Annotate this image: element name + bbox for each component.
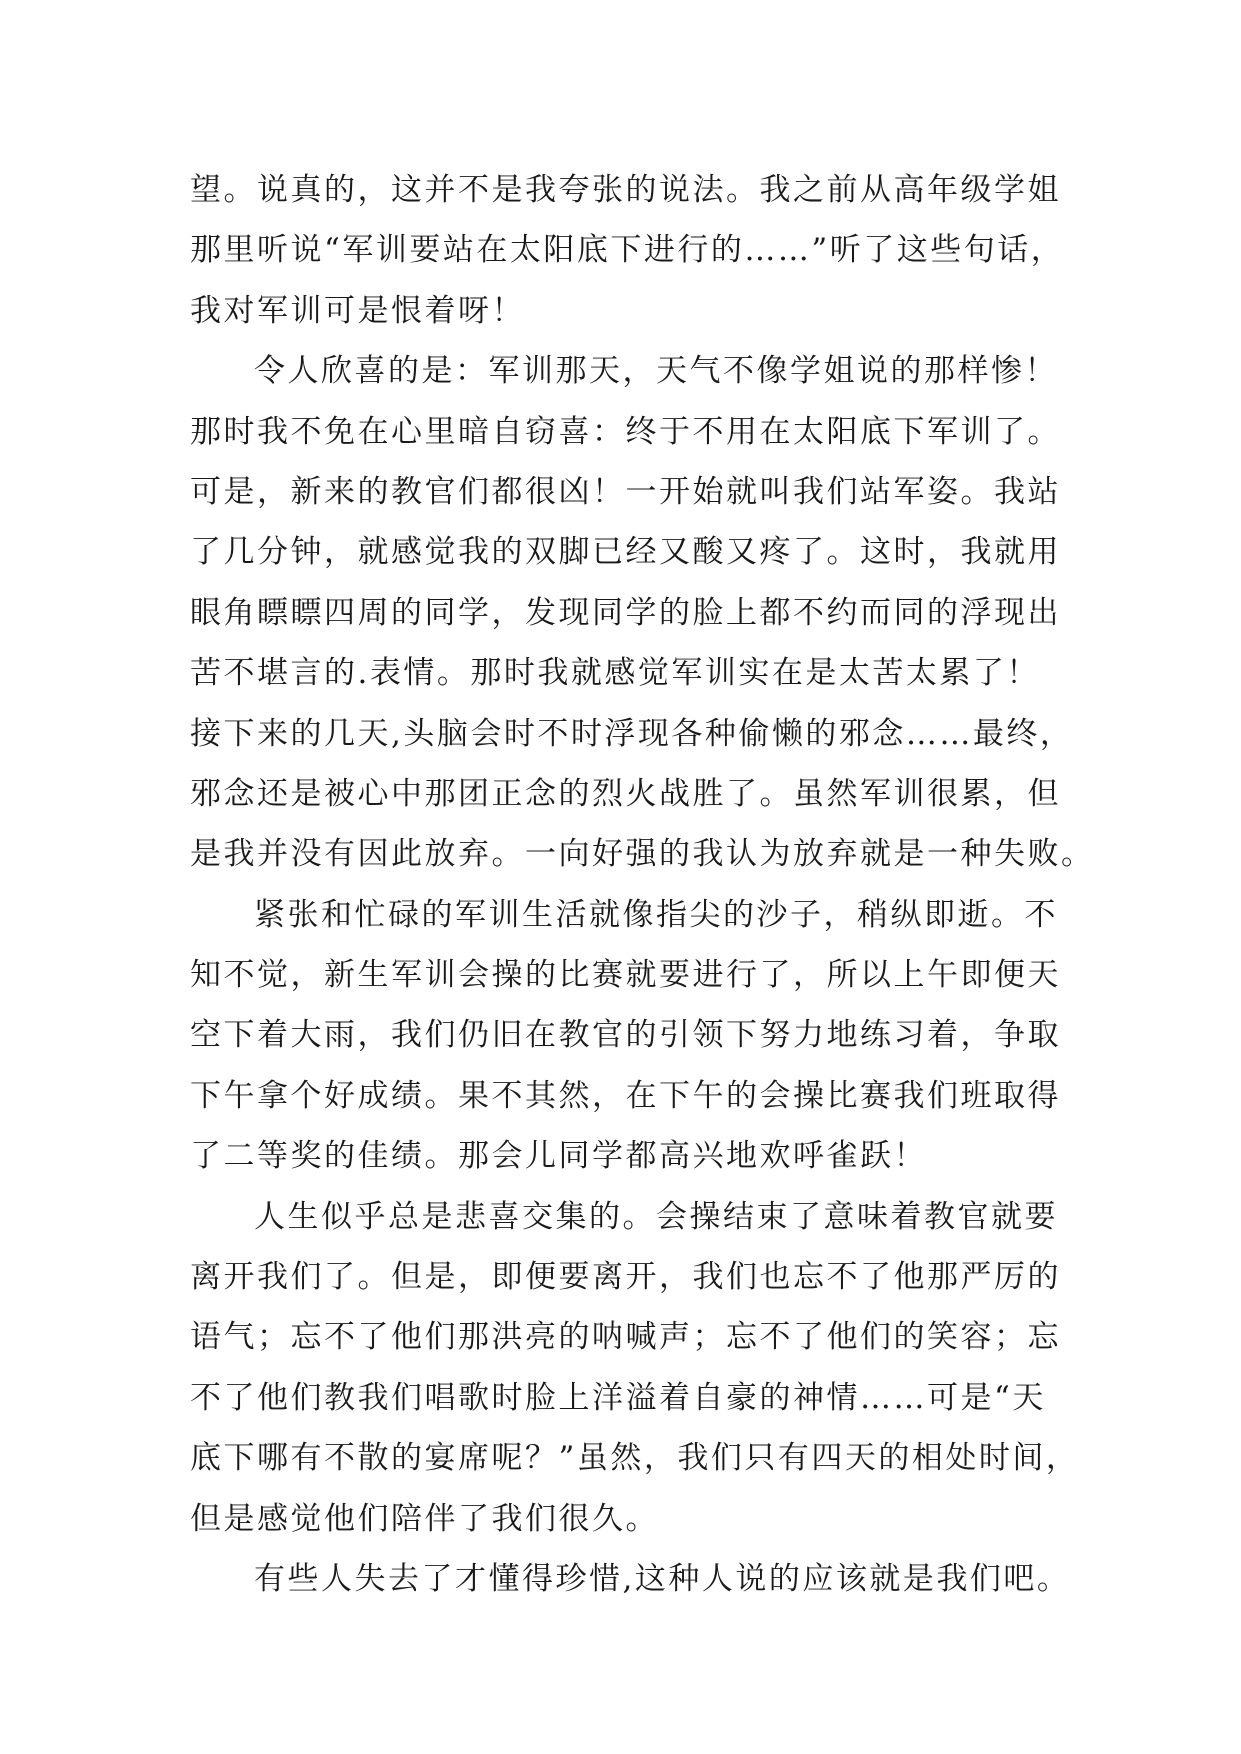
text-line: 了几分钟，就感觉我的双脚已经又酸又疼了。这时，我就用 — [190, 534, 1061, 571]
text-line: 眼角瞟瞟四周的同学，发现同学的脸上都不约而同的浮现出 — [190, 594, 1061, 631]
text-line: 紧张和忙碌的军训生活就像指尖的沙子，稍纵即逝。不 — [254, 896, 1058, 933]
text-line: 底下哪有不散的宴席呢？”虽然，我们只有四天的相处时间， — [190, 1440, 1080, 1477]
text-line: 那里听说“军训要站在太阳底下进行的……”听了这些句话， — [190, 232, 1065, 269]
text-line: 不了他们教我们唱歌时脸上洋溢着自豪的神情……可是“天 — [190, 1379, 1046, 1416]
text-line: 空下着大雨，我们仍旧在教官的引领下努力地练习着，争取 — [190, 1017, 1061, 1054]
text-line: 邪念还是被心中那团正念的烈火战胜了。虽然军训很累，但 — [190, 775, 1061, 812]
text-line: 望。说真的，这并不是我夸张的说法。我之前从高年级学姐 — [190, 172, 1061, 208]
text-line: 有些人失去了才懂得珍惜,这种人说的应该就是我们吧。 — [254, 1560, 1071, 1597]
text-line: 接下来的几天,头脑会时不时浮现各种偷懒的邪念……最终， — [190, 715, 1074, 752]
text-line: 了二等奖的佳绩。那会儿同学都高兴地欢呼雀跃！ — [190, 1138, 927, 1175]
text-line: 令人欣喜的是：军训那天，天气不像学姐说的那样惨！ — [254, 353, 1058, 390]
text-line: 语气；忘不了他们那洪亮的呐喊声；忘不了他们的笑容；忘 — [190, 1319, 1061, 1356]
text-line: 那时我不免在心里暗自窃喜：终于不用在太阳底下军训了。 — [190, 413, 1061, 450]
text-line: 我对军训可是恨着呀！ — [190, 292, 525, 329]
text-line: 人生似乎总是悲喜交集的。会操结束了意味着教官就要 — [254, 1198, 1058, 1235]
text-line: 下午拿个好成绩。果不其然，在下午的会操比赛我们班取得 — [190, 1077, 1061, 1114]
text-line: 可是，新来的教官们都很凶！一开始就叫我们站军姿。我站 — [190, 473, 1061, 510]
text-line: 知不觉，新生军训会操的比赛就要进行了，所以上午即便天 — [190, 957, 1061, 994]
text-line: 苦不堪言的.表情。那时我就感觉军训实在是太苦太累了！ — [190, 655, 1040, 692]
text-line: 是我并没有因此放弃。一向好强的我认为放弃就是一种失败。 — [190, 836, 1095, 873]
text-line: 但是感觉他们陪伴了我们很久。 — [190, 1500, 659, 1537]
text-line: 离开我们了。但是，即便要离开，我们也忘不了他那严厉的 — [190, 1259, 1061, 1296]
essay-text — [190, 160, 1095, 1609]
